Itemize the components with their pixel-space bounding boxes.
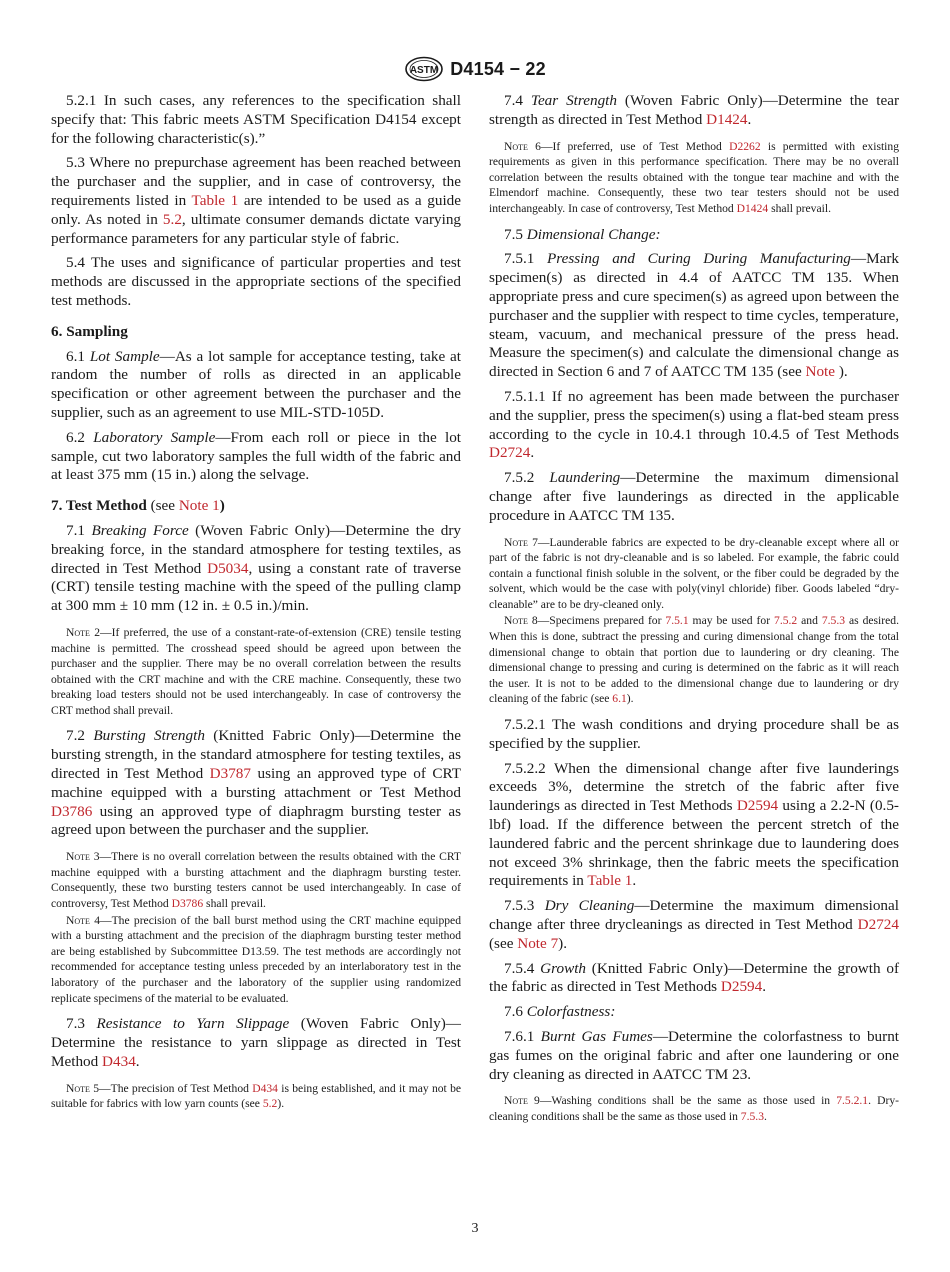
paragraph-7-5-1-1: 7.5.1.1 If no agreement has been made between the purchaser and the supplier, press the specimen(s) using a flat-bed steam press according to the cycle in 10.4.1 through 10.4.5 of Test Methods D2724. — [489, 387, 899, 462]
document-id: D4154 − 22 — [450, 58, 546, 79]
paragraph-7-5-2-1: 7.5.2.1 The wash conditions and drying procedure shall be as specified by the supplier. — [489, 716, 899, 752]
link-d1424-note[interactable]: D1424 — [736, 201, 769, 215]
note-3: Note 3—There is no overall correlation between the results obtained with the CRT machine equipped with a bursting attachment and the diaphragm bursting tester. Consequently, these two bursting testers cannot be used interchangeably. In case of controversy, Test Method D3786 shall prevail. — [51, 850, 461, 911]
paragraph-7-5-4: 7.5.4 Growth (Knitted Fabric Only)—Determine the growth of the fabric as directed in Test Methods D2594. — [489, 959, 900, 996]
link-d2262[interactable]: D2262 — [729, 139, 761, 153]
astm-logo-icon — [404, 56, 444, 82]
link-7-5-3[interactable]: 7.5.3 — [821, 614, 846, 628]
link-7-5-3-note9[interactable]: 7.5.3 — [740, 1109, 764, 1123]
page-header — [0, 54, 950, 84]
paragraph-7-5-1: 7.5.1 Pressing and Curing During Manufacturing—Mark specimen(s) as directed in 4.4 of AATCC TM 135. When appropriate press and cure specimen(s) as agreed upon between the purchaser and the supplier with respect to time cycles, temperature, steam, vacuum, and mechanical pressure of the press head. Measure the specimen(s) and calculate the dimensional change as directed in Section 6 and 7 of AATCC TM 135 (see Note ). — [489, 250, 899, 381]
note-8: Note 8—Specimens prepared for 7.5.1 may be used for 7.5.2 and 7.5.3 as desired. When this is done, subtract the pressing and curing dimensional change from the total dimensional change to obtain that portion due to laundering or dry cleaning. The dimensional change to pressing and curing is determined on the fabric as it will reach the user. It is not to be added to the dimensional change due to laundering or dry cleaning of the fabric (see 6.1). — [489, 614, 899, 706]
paragraph-5-2-1: 5.2.1 In such cases, any references to the specification shall specify that: This fabric meets ASTM Specification D4154 except for the following characteristic(s).” — [51, 92, 461, 147]
paragraph-7-4: 7.4 Tear Strength (Woven Fabric Only)—Determine the tear strength as directed in Test Method D1424. — [489, 92, 900, 128]
link-d5034[interactable]: D5034 — [207, 559, 249, 577]
link-6-1[interactable]: 6.1 — [612, 692, 627, 706]
link-d2724[interactable]: D2724 — [489, 444, 531, 462]
left-column — [51, 92, 461, 1113]
link-table-1[interactable]: Table 1 — [191, 191, 239, 209]
section-heading-sampling: 6. Sampling — [51, 322, 128, 340]
link-table-1-right[interactable]: Table 1 — [587, 872, 633, 890]
link-section-5-2[interactable]: 5.2 — [162, 210, 182, 228]
astm-logo-text: ASTM — [410, 65, 439, 76]
paragraph-7-5-2-2: 7.5.2.2 When the dimensional change after five launderings exceeds 3%, determine the stretch of the fabric after five launderings as directed in Test Methods D2594 using a 2.2-N (0.5-lbf) load. If the difference between the percent stretch of the laundered fabric and the percent shrinkage due to laundering does not exceed 3% shrinkage, then the fabric meets the specification requirements in Table 1. — [489, 759, 899, 890]
link-d2594[interactable]: D2594 — [736, 797, 779, 815]
note-7: Note 7—Launderable fabrics are expected to be dry-cleanable except where all or part of the fabric is not dry-cleanable and is so labeled. For example, the fabric could contain a functional finish soluble in the solvent, or the fiber could be degraded by the solvent, which would be the case with poly(vinyl chloride) fiber. Goods labeled “dry-cleanable” are to be dry-cleaned only. — [489, 535, 899, 611]
link-d2724-dry[interactable]: D2724 — [857, 916, 899, 934]
paragraph-6-1: 6.1 Lot Sample—As a lot sample for acceptance testing, take at random the number of rolls as directed in an applicable specification or other agreement between the purchaser and the supplier, such as an agreement to use MIL-STD-105D. — [51, 347, 462, 421]
page-number: 3 — [471, 1221, 479, 1236]
paragraph-7-5-2: 7.5.2 Laundering—Determine the maximum dimensional change after five launderings as directed in the applicable procedure in AATCC TM 135. — [489, 469, 899, 524]
right-column — [489, 92, 899, 1126]
link-d1424[interactable]: D1424 — [706, 110, 748, 128]
link-d3786-note[interactable]: D3786 — [171, 897, 204, 911]
paragraph-7-3: 7.3 Resistance to Yarn Slippage (Woven Fabric Only)—Determine the resistance to yarn slippage as directed in Test Method D434. — [51, 1015, 461, 1070]
paragraph-5-3: 5.3 Where no prepurchase agreement has been reached between the purchaser and the supplier, and in case of controversy, the requirements listed in Table 1 are intended to be used as a guide only. As noted in 5.2, ultimate consumer demands dictate varying performance parameters for any particular style of fabric. — [51, 154, 462, 247]
link-note-1[interactable]: Note 1 — [178, 497, 220, 515]
paragraph-7-5: 7.5 Dimensional Change: — [504, 225, 661, 243]
link-d3787[interactable]: D3787 — [209, 765, 251, 783]
note-2: Note 2—If preferred, the use of a constant-rate-of-extension (CRE) tensile testing machine is permitted. The crosshead speed should be agreed upon between the purchaser and the supplier. There may be no overall correlation between the results obtained with the CRT machine and with the CRE machine. Consequently, these two breaking load testers should not be used interchangeably. In case of controversy the CRT method shall prevail. — [51, 625, 461, 717]
section-heading-test-method: 7. Test Method (see Note 1) — [51, 497, 225, 515]
link-section-5-2-note[interactable]: 5.2 — [262, 1097, 278, 1111]
link-7-5-2[interactable]: 7.5.2 — [774, 614, 798, 628]
link-7-5-1[interactable]: 7.5.1 — [665, 614, 689, 628]
note-5: Note 5—The precision of Test Method D434 is being established, and it may not be suitable for fabrics with low yarn counts (see 5.2). — [51, 1081, 462, 1111]
link-d3786[interactable]: D3786 — [51, 802, 93, 820]
note-4: Note 4—The precision of the ball burst method using the CRT machine equipped with a bursting attachment and the precision of the diaphragm bursting tester method are being established by Subcommittee D13.59. The test methods are accordingly not recommended for acceptance testing unless preceded by an interlaboratory test in the laboratory of the purchaser and the laboratory of the supplier using randomized replicate specimens of the material to be evaluated. — [51, 913, 461, 1005]
link-note[interactable]: Note — [805, 363, 836, 381]
paragraph-7-1: 7.1 Breaking Force (Woven Fabric Only)—Determine the dry breaking force, in the standard atmosphere for testing textiles, as directed in Test Method D5034, using a constant rate of traverse (CRT) tensile testing machine with the speed of the pulling clamp at 300 mm ± 10 mm (12 in. ± 0.5 in.)/min. — [51, 521, 462, 615]
paragraph-7-2: 7.2 Bursting Strength (Knitted Fabric Only)—Determine the bursting strength, in the standard atmosphere for testing textiles, as directed in Test Method D3787 using an approved type of CRT machine equipped with a bursting attachment or Test Method D3786 using an approved type of diaphragm bursting tester as agreed upon between the purchaser and the supplier. — [51, 727, 461, 839]
link-note-7[interactable]: Note 7 — [517, 934, 559, 952]
link-7-5-2-1[interactable]: 7.5.2.1 — [836, 1094, 869, 1108]
link-d2594-growth[interactable]: D2594 — [720, 978, 763, 996]
paragraph-7-6-1: 7.6.1 Burnt Gas Fumes—Determine the colorfastness to burnt gas fumes on the original fabric and after one laundering or one dry cleaning as directed in AATCC TM 23. — [489, 1028, 900, 1083]
paragraph-7-6: 7.6 Colorfastness: — [504, 1003, 616, 1021]
paragraph-5-4: 5.4 The uses and significance of particular properties and test methods are discussed in the appropriate sections of the specified test methods. — [51, 254, 461, 309]
link-d434[interactable]: D434 — [102, 1052, 136, 1070]
paragraph-7-5-3: 7.5.3 Dry Cleaning—Determine the maximum dimensional change after three drycleanings as directed in Test Method D2724 (see Note 7). — [489, 897, 899, 952]
note-6: Note 6—If preferred, use of Test Method D2262 is permitted with existing requirements as given in this performance specification. There may be no overall correlation between the results obtained with the tongue tear machine and with the Elmendorf machine. Consequently, these two tear testers should not be used interchangeably. In case of controversy, Test Method D1424 shall prevail. — [489, 139, 899, 215]
note-9: Note 9—Washing conditions shall be the same as those used in 7.5.2.1. Dry-cleaning conditions shall be the same as those used in 7.5.3. — [489, 1094, 899, 1123]
paragraph-6-2: 6.2 Laboratory Sample—From each roll or piece in the lot sample, cut two laboratory samples the full width of the fabric and at least 375 mm (15 in.) along the selvage. — [51, 428, 462, 484]
link-d434-note[interactable]: D434 — [252, 1081, 278, 1095]
